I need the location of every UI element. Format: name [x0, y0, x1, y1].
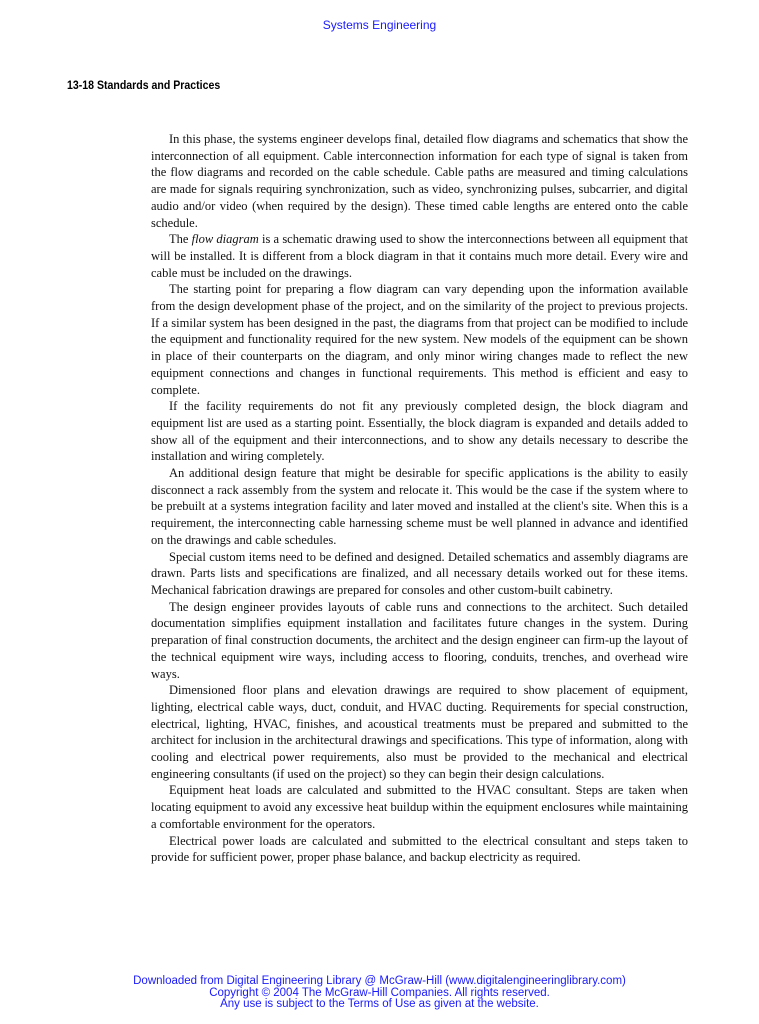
- paragraph-lead: The: [169, 232, 192, 247]
- body-text: [151, 131, 688, 866]
- footer: [0, 976, 759, 1011]
- paragraph: In this phase, the systems engineer develops final, detailed flow diagrams and schematics that show the interconnection of all equipment. Cable interconnection information for each type of signal is taken from the flow diagrams and recorded on the cable schedule. Cable paths are measured and timing calculations are made for signals requiring synchronization, such as video, synchronizing pulses, subcarrier, and digital audio and/or video (when required by the design). These timed cable lengths are entered onto the cable schedule.: [151, 132, 688, 230]
- paragraph: An additional design feature that might be desirable for specific applications is the ability to easily disconnect a rack assembly from the system and relocate it. This would be the case if the system where to be prebuilt at a systems integration facility and later moved and installed at the client's site. When this is a requirement, the interconnecting cable harnessing scheme must be well planned in advance and identified on the drawings and cable schedules.: [151, 466, 688, 547]
- paragraph: The design engineer provides layouts of cable runs and connections to the architect. Such detailed documentation simplifies equipment installation and facilitates future changes in the system. During preparation of final construction documents, the architect and the design engineer can firm-up the layout of the technical equipment wire ways, including access to flooring, conduits, trenches, and overhead wire ways.: [151, 599, 688, 681]
- paragraph: Special custom items need to be defined and designed. Detailed schematics and assembly diagrams are drawn. Parts lists and specifications are finalized, and all necessary details worked out for these items. Mechanical fabrication drawings are prepared for consoles and other custom-built cabinetry.: [151, 549, 688, 597]
- footer-copyright: Copyright © 2004 The McGraw-Hill Companies. All rights reserved.: [209, 986, 550, 999]
- footer-terms-link[interactable]: Any use is subject to the Terms of Use as given at the website.: [220, 998, 539, 1010]
- footer-download-link[interactable]: Downloaded from Digital Engineering Library @ McGraw-Hill (www.digitalengineeringlibrary.com): [133, 975, 626, 987]
- paragraph: Electrical power loads are calculated and submitted to the electrical consultant and steps taken to provide for sufficient power, proper phase balance, and backup electricity as required.: [151, 833, 688, 865]
- section-heading: 13-18 Standards and Practices: [67, 78, 221, 92]
- paragraph: The starting point for preparing a flow diagram can vary depending upon the information available from the design development phase of the project, and on the similarity of the project to previous projects. If a similar system has been designed in the past, the diagrams from that project can be modified to include the equipment and functionality required for the new system. New models of the equipment can be shown in place of their counterparts on the diagram, and only minor wiring changes made to reflect the new equipment connections and changes in functional requirements. This method is efficient and easy to complete.: [151, 282, 688, 397]
- paragraph-rest: is a schematic drawing used to show the interconnections between all equipment that will be installed. It is different from a block diagram in that it contains much more detail. Every wire and cable must be included on the drawings.: [151, 232, 688, 280]
- running-title-link[interactable]: Systems Engineering: [322, 18, 437, 32]
- emphasis-term: flow diagram: [191, 232, 259, 247]
- paragraph: Dimensioned floor plans and elevation drawings are required to show placement of equipment, lighting, electrical cable ways, duct, conduit, and HVAC ducting. Requirements for special construction, electrical, lighting, HVAC, finishes, and acoustical treatments must be prepared and submitted to the architect for inclusion in the architectural drawings and specifications. This type of information, along with cooling and electrical power requirements, also must be provided to the mechanical and electrical engineering consultants (if used on the project) so they can begin their design calculations.: [151, 683, 688, 781]
- paragraph: If the facility requirements do not fit any previously completed design, the block diagram and equipment list are used as a starting point. Essentially, the block diagram is expanded and details added to show all of the equipment and their interconnections, and to show any details necessary to describe the installation and wiring completely.: [151, 399, 688, 464]
- paragraph: [151, 231, 688, 281]
- paragraph: Equipment heat loads are calculated and submitted to the HVAC consultant. Steps are taken when locating equipment to avoid any excessive heat buildup within the equipment enclosures while maintaining a comfortable environment for the operators.: [151, 783, 688, 831]
